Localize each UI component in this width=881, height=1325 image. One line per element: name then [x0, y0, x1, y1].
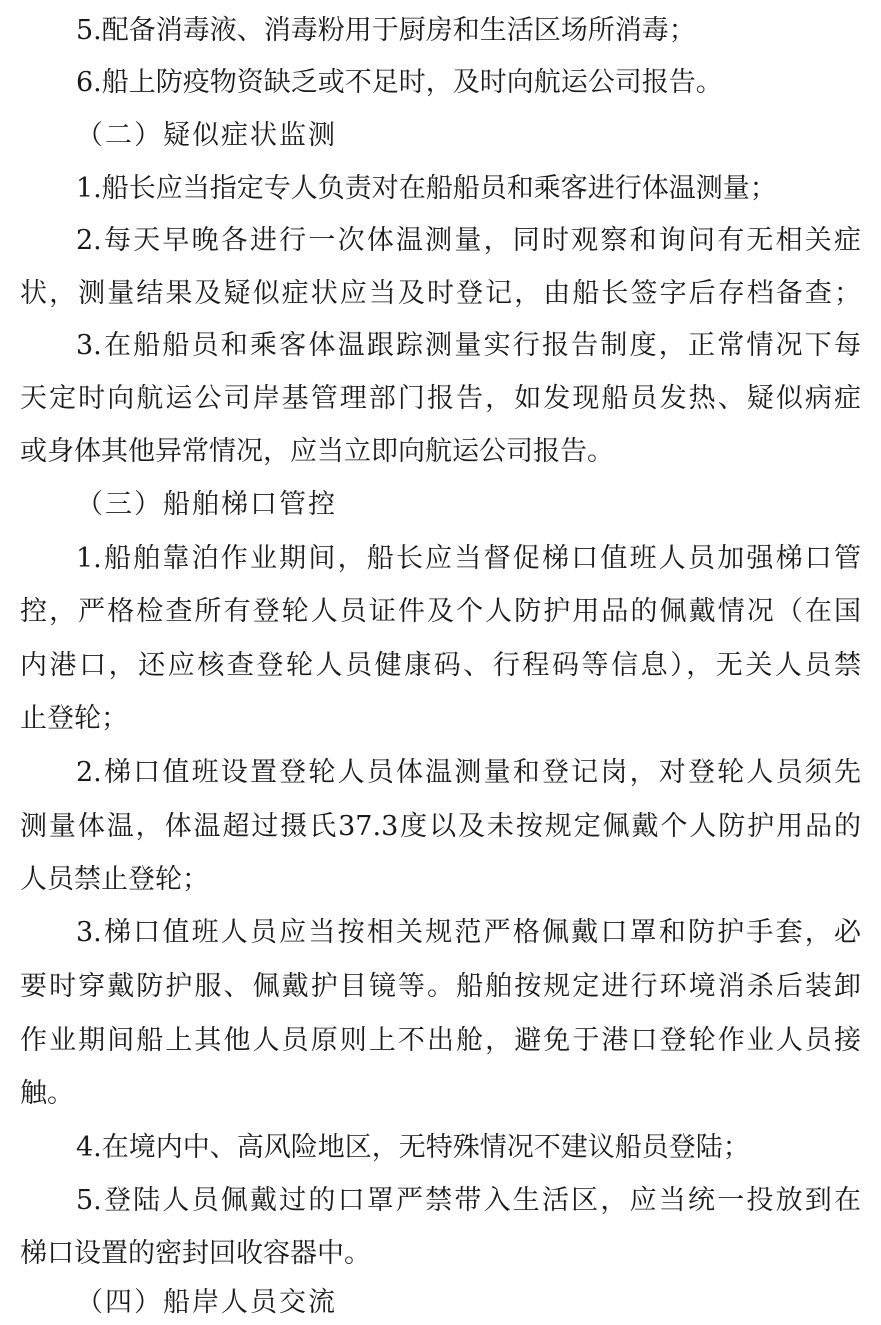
paragraph-line: 止登轮； — [20, 703, 128, 734]
paragraph-line: 3.梯口值班人员应当按相关规范严格佩戴口罩和防护手套，必 — [76, 917, 861, 948]
paragraph-line: 3.在船船员和乘客体温跟踪测量实行报告制度，正常情况下每 — [76, 330, 861, 361]
paragraph-line: 作业期间船上其他人员原则上不出舱，避免于港口登轮作业人员接 — [20, 1025, 861, 1056]
paragraph-line: 触。 — [20, 1078, 74, 1109]
section-heading-2: （二）疑似症状监测 — [76, 120, 337, 151]
paragraph-line: 测量体温，体温超过摄氏37.3度以及未按规定佩戴个人防护用品的 — [20, 811, 861, 842]
paragraph-line: 控，严格检查所有登轮人员证件及个人防护用品的佩戴情况（在国 — [20, 596, 861, 627]
paragraph-line: 要时穿戴防护服、佩戴护目镜等。船舶按规定进行环境消杀后装卸 — [20, 971, 861, 1002]
paragraph-line: 2.梯口值班设置登轮人员体温测量和登记岗，对登轮人员须先 — [76, 757, 861, 788]
paragraph-line: 5.配备消毒液、消毒粉用于厨房和生活区场所消毒； — [76, 15, 696, 46]
paragraph-line: 2.每天早晚各进行一次体温测量，同时观察和询问有无相关症 — [76, 225, 861, 256]
paragraph-line: 1.船长应当指定专人负责对在船船员和乘客进行体温测量； — [76, 173, 777, 204]
paragraph-line: 梯口设置的密封回收容器中。 — [20, 1238, 371, 1269]
paragraph-line: 1.船舶靠泊作业期间，船长应当督促梯口值班人员加强梯口管 — [76, 543, 861, 574]
paragraph-line: 4.在境内中、高风险地区，无特殊情况不建议船员登陆； — [76, 1132, 750, 1163]
paragraph-line: 状，测量结果及疑似症状应当及时登记，由船长签字后存档备查； — [20, 278, 861, 309]
section-heading-4: （四）船岸人员交流 — [76, 1287, 337, 1318]
paragraph-line: 天定时向航运公司岸基管理部门报告，如发现船员发热、疑似病症 — [20, 383, 861, 414]
paragraph-line: 5.登陆人员佩戴过的口罩严禁带入生活区，应当统一投放到在 — [76, 1185, 861, 1216]
paragraph-line: 内港口，还应核查登轮人员健康码、行程码等信息），无关人员禁 — [20, 650, 861, 681]
paragraph-line: 或身体其他异常情况，应当立即向航运公司报告。 — [20, 436, 614, 467]
paragraph-line: 人员禁止登轮； — [20, 864, 209, 895]
paragraph-line: 6.船上防疫物资缺乏或不足时，及时向航运公司报告。 — [76, 67, 723, 98]
section-heading-3: （三）船舶梯口管控 — [76, 489, 337, 520]
